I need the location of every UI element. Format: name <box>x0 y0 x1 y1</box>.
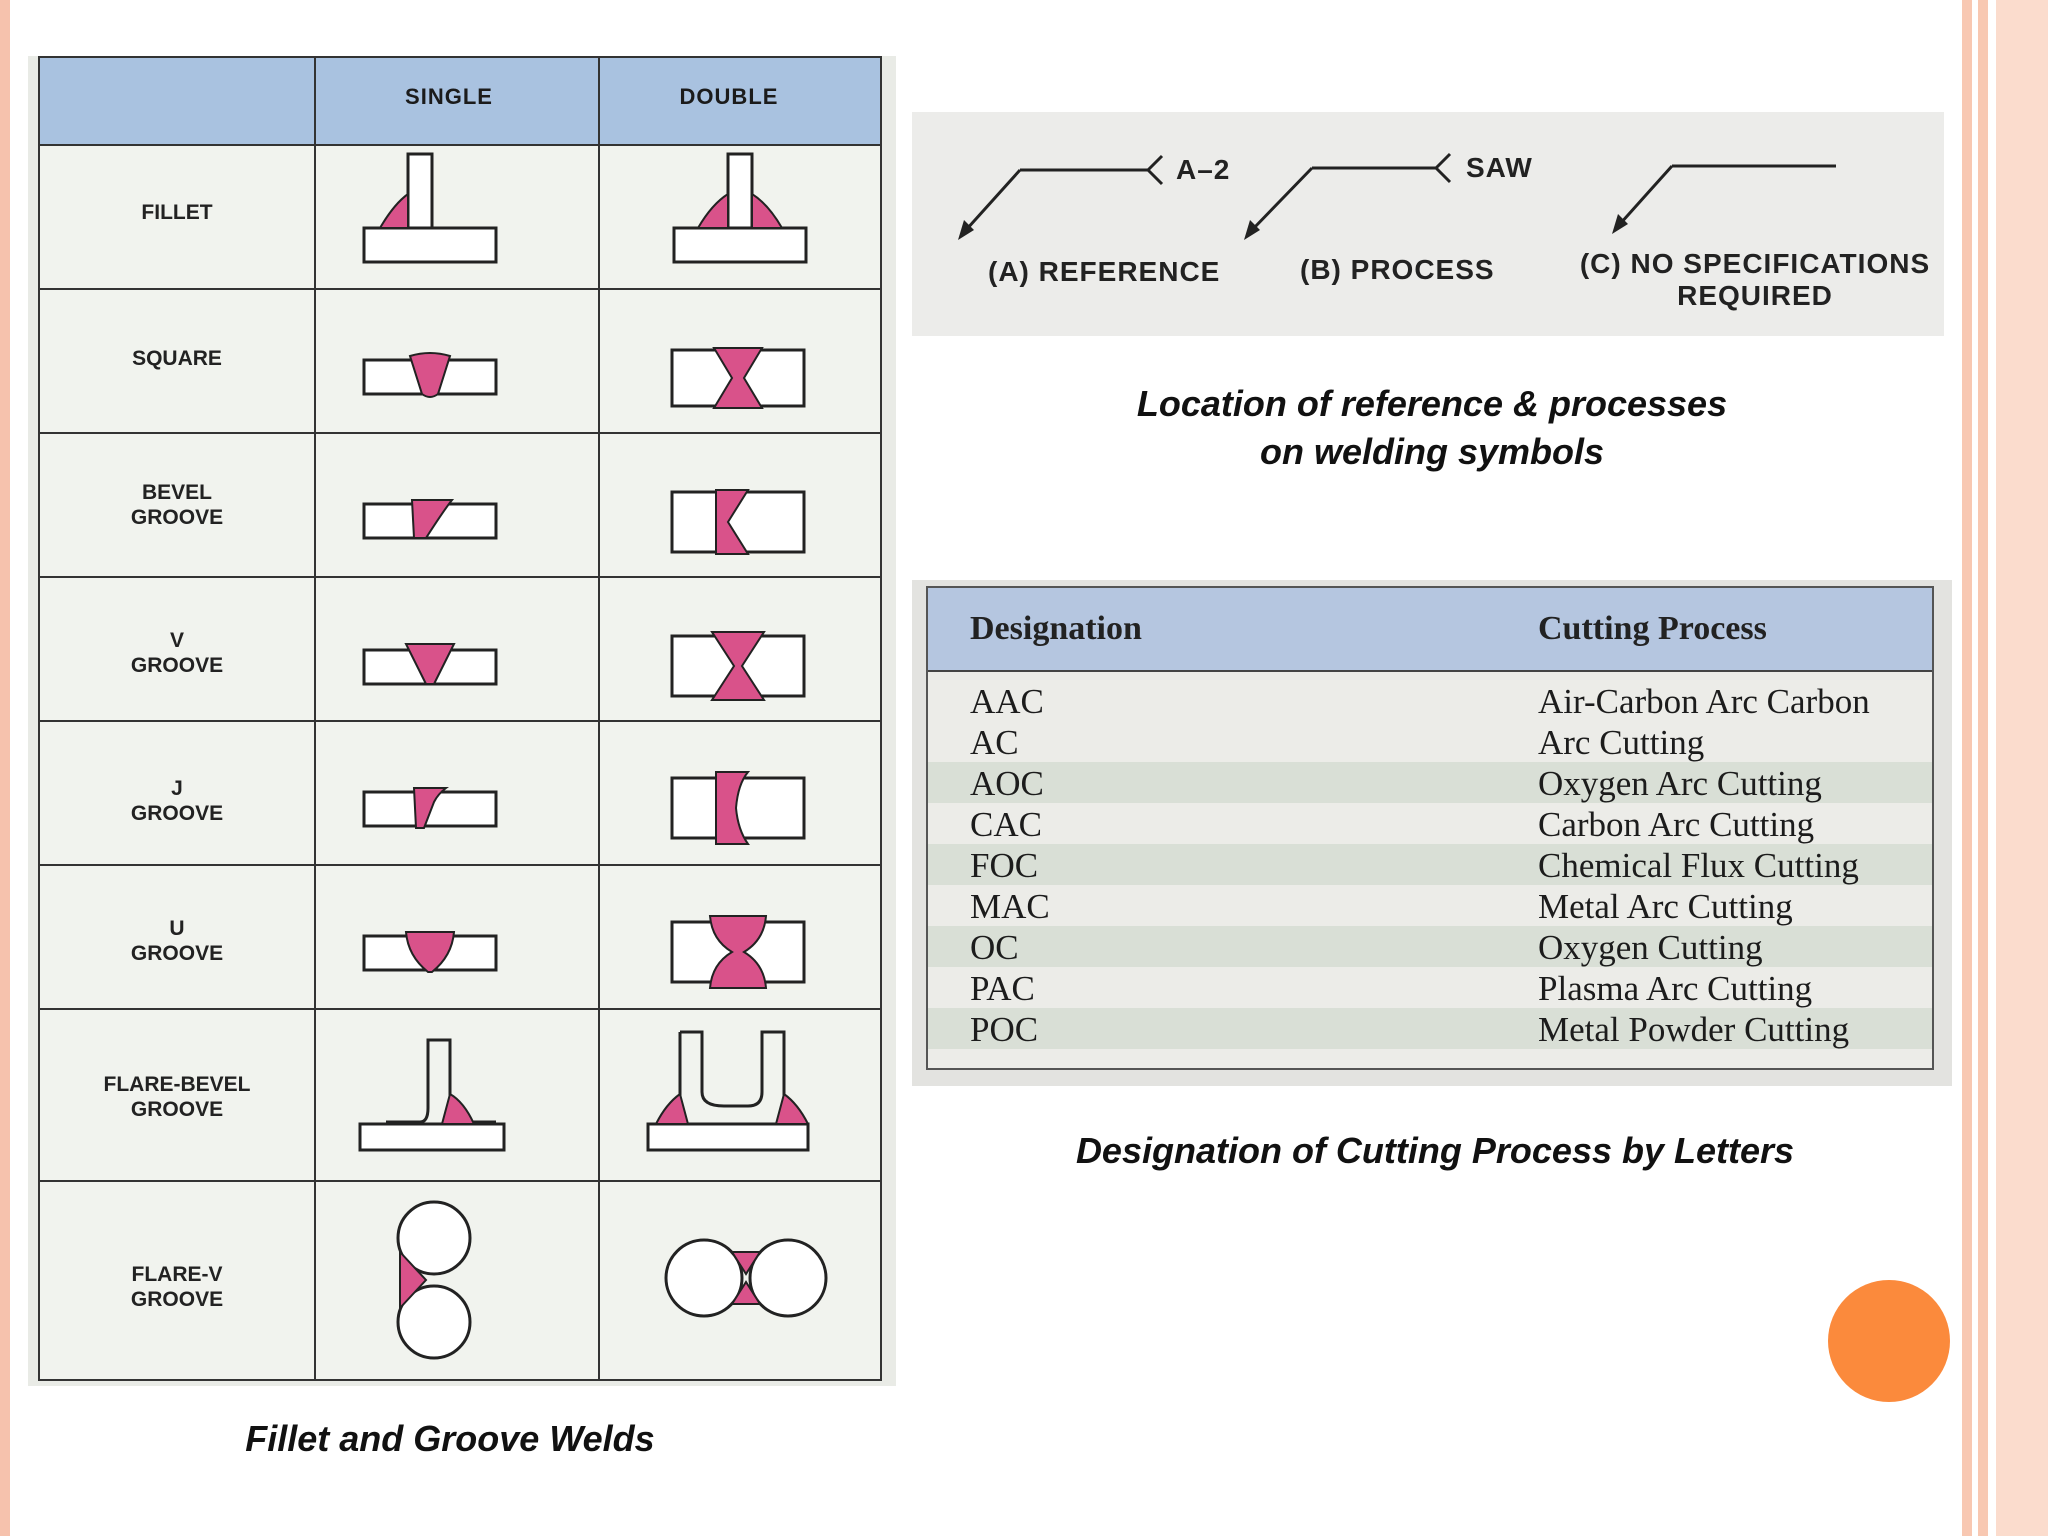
process-cell: Arc Cutting <box>1538 723 1705 762</box>
weld-row-square <box>40 288 880 434</box>
double-flare-v-weld-diagram <box>598 1182 882 1382</box>
cutting-table-caption: Designation of Cutting Process by Letters <box>1075 1130 1795 1171</box>
row-label: J GROOVE <box>130 777 224 825</box>
designation-cell: POC <box>970 1010 1039 1049</box>
designation-cell: CAC <box>970 805 1042 844</box>
designation-cell: AC <box>970 723 1019 762</box>
table-row <box>928 926 1932 967</box>
weld-row-v-groove <box>40 576 880 722</box>
table-row <box>928 885 1932 926</box>
slide-border-right <box>1996 0 2048 1536</box>
single-u-weld-diagram <box>314 866 598 1010</box>
process-cell: Metal Powder Cutting <box>1538 1010 1850 1049</box>
process-label: (B) PROCESS <box>1300 254 1495 285</box>
row-label: V GROOVE <box>130 629 224 677</box>
table-row <box>928 803 1932 844</box>
designation-cell: FOC <box>970 846 1039 885</box>
process-tail-text: SAW <box>1466 152 1533 183</box>
single-fillet-weld-diagram <box>314 144 598 288</box>
no-specifications-label: (C) NO SPECIFICATIONS REQUIRED <box>1579 248 1931 311</box>
slide-border-right <box>1962 0 1972 1536</box>
table-row <box>928 680 1932 721</box>
process-cell: Oxygen Arc Cutting <box>1538 764 1822 803</box>
column-header-designation: Designation <box>970 610 1142 647</box>
weld-row-fillet <box>40 144 880 288</box>
row-label: BEVEL GROOVE <box>130 481 224 529</box>
column-header-cutting-process: Cutting Process <box>1538 610 1767 647</box>
single-bevel-weld-diagram <box>314 434 598 578</box>
double-flare-bevel-weld-diagram <box>598 1010 882 1182</box>
table-row <box>928 844 1932 885</box>
double-square-weld-diagram <box>598 290 882 434</box>
process-cell: Plasma Arc Cutting <box>1538 969 1813 1008</box>
single-flare-bevel-weld-diagram <box>314 1010 598 1182</box>
single-v-weld-diagram <box>314 578 598 722</box>
process-cell: Air-Carbon Arc Carbon <box>1538 682 1870 721</box>
slide-border-right <box>1978 0 1988 1536</box>
cutting-table-header <box>928 588 1932 672</box>
double-fillet-weld-diagram <box>598 144 882 288</box>
cutting-process-table <box>926 586 1934 1070</box>
designation-cell: MAC <box>970 887 1050 926</box>
weld-row-flare-bevel-groove <box>40 1008 880 1182</box>
process-cell: Chemical Flux Cutting <box>1538 846 1859 885</box>
designation-cell: PAC <box>970 969 1035 1008</box>
double-u-weld-diagram <box>598 866 882 1010</box>
process-cell: Oxygen Cutting <box>1538 928 1763 967</box>
column-header-single: SINGLE <box>405 84 493 109</box>
symbols-caption: Location of reference & processes on welding symbols <box>1136 383 1728 472</box>
row-label: U GROOVE <box>130 917 224 965</box>
slide-border-left <box>0 0 10 1536</box>
reference-tail-text: A–2 <box>1176 154 1231 185</box>
single-j-weld-diagram <box>314 722 598 866</box>
table-row <box>928 1008 1932 1049</box>
table-row <box>928 721 1932 762</box>
welding-symbols-diagram <box>912 112 1944 336</box>
weld-row-u-groove <box>40 864 880 1010</box>
weld-table-caption: Fillet and Groove Welds <box>245 1418 655 1459</box>
weld-row-j-groove <box>40 720 880 866</box>
process-cell: Carbon Arc Cutting <box>1538 805 1815 844</box>
double-bevel-weld-diagram <box>598 434 882 578</box>
designation-cell: AAC <box>970 682 1044 721</box>
weld-row-bevel-groove <box>40 432 880 578</box>
row-label: SQUARE <box>132 347 222 370</box>
double-v-weld-diagram <box>598 578 882 722</box>
decorative-orange-circle <box>1828 1280 1950 1402</box>
row-label: FILLET <box>141 201 213 224</box>
process-cell: Metal Arc Cutting <box>1538 887 1793 926</box>
table-row <box>928 967 1932 1008</box>
double-j-weld-diagram <box>598 722 882 866</box>
weld-table-header <box>40 58 880 146</box>
single-square-weld-diagram <box>314 290 598 434</box>
weld-row-flare-v-groove <box>40 1180 880 1382</box>
column-header-double: DOUBLE <box>679 84 779 109</box>
row-label: FLARE-BEVEL GROOVE <box>103 1073 251 1121</box>
weld-table <box>38 56 882 1381</box>
row-label: FLARE-V GROOVE <box>130 1263 224 1311</box>
designation-cell: AOC <box>970 764 1044 803</box>
designation-cell: OC <box>970 928 1019 967</box>
table-row <box>928 762 1932 803</box>
single-flare-v-weld-diagram <box>314 1182 598 1382</box>
reference-label: (A) REFERENCE <box>988 256 1221 287</box>
